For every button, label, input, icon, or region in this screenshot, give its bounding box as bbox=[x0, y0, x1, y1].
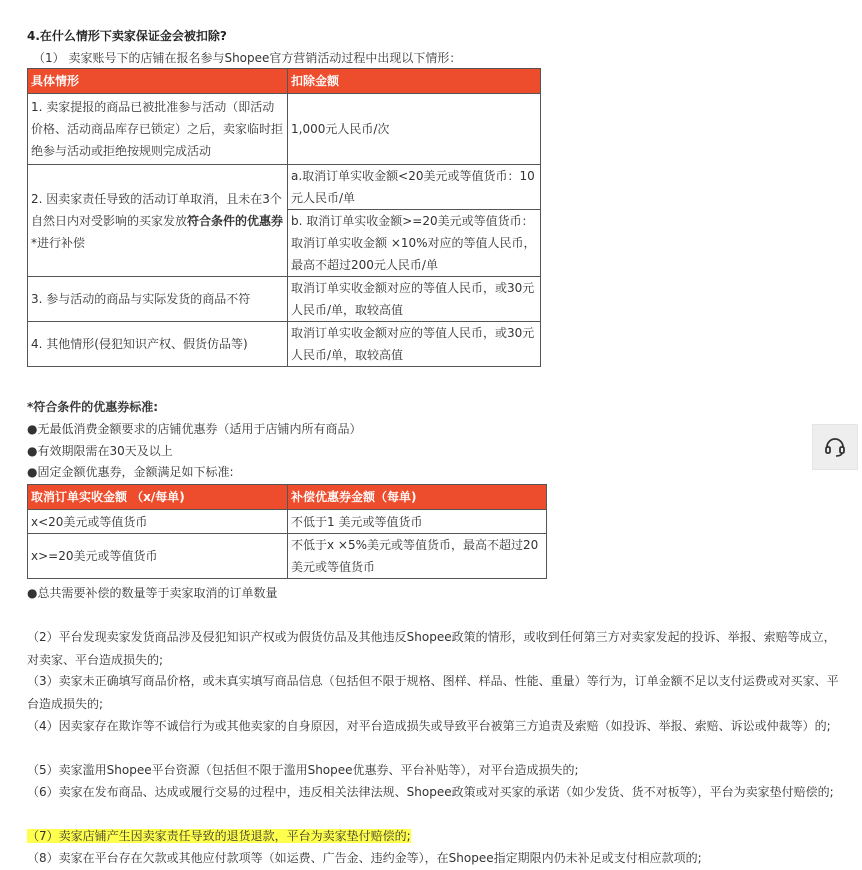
cell-text: 2. 因卖家责任导致的活动订单取消，且未在3个自然日内对受影响的买家发放 bbox=[31, 191, 282, 228]
table-header-cell: 取消订单实收金额 （x/每单) bbox=[28, 485, 288, 510]
highlighted-text: （7）卖家店铺产生因卖家责任导致的退货退款，平台为卖家垫付赔偿的; bbox=[27, 829, 411, 843]
table-cell bbox=[28, 165, 288, 277]
coupon-bullet: ●有效期限需在30天及以上 bbox=[27, 444, 173, 458]
table-header-cell: 扣除金额 bbox=[288, 69, 541, 94]
table-cell: 1,000元人民币/次 bbox=[288, 94, 541, 165]
coupon-table bbox=[27, 484, 547, 579]
table-cell: 取消订单实收金额对应的等值人民币，或30元人民币/单，取较高值 bbox=[288, 322, 541, 367]
clause-6: （6）卖家在发布商品、达成或履行交易的过程中，违反相关法律法规、Shopee政策或对买家的承诺（如少发货、货不对板等），平台为卖家垫付赔偿的; bbox=[27, 785, 834, 799]
table-cell: 取消订单实收金额对应的等值人民币，或30元人民币/单，取较高值 bbox=[288, 277, 541, 322]
table-cell: b. 取消订单实收金额>=20美元或等值货币：取消订单实收金额 ×10%对应的等值人民币，最高不超过200元人民币/单 bbox=[288, 210, 541, 277]
table-row bbox=[28, 322, 541, 367]
table-row bbox=[28, 165, 541, 210]
table-cell: 3. 参与活动的商品与实际发货的商品不符 bbox=[28, 277, 288, 322]
table-header-cell: 补偿优惠券金额（每单) bbox=[288, 485, 547, 510]
clause-3: （3）卖家未正确填写商品价格，或未真实填写商品信息（包括但不限于规格、图样、样品、性能、重量）等行为，订单金额不足以支付运费或对买家、平台造成损失的; bbox=[27, 674, 839, 711]
table-cell: 1. 卖家提报的商品已被批准参与活动（即活动价格、活动商品库存已锁定）之后，卖家临时拒绝参与活动或拒绝按规则完成活动 bbox=[28, 94, 288, 165]
table-row bbox=[28, 510, 547, 534]
cell-text: *进行补偿 bbox=[31, 235, 86, 250]
headset-icon bbox=[823, 435, 847, 459]
clause-4: （4）因卖家存在欺诈等不诚信行为或其他卖家的自身原因，对平台造成损失或导致平台被第三方追责及索赔（如投诉、举报、索赔、诉讼或仲裁等）的; bbox=[27, 719, 831, 733]
coupon-note: ●总共需要补偿的数量等于卖家取消的订单数量 bbox=[27, 586, 278, 600]
table-row bbox=[28, 94, 541, 165]
table-cell: 4. 其他情形(侵犯知识产权、假货仿品等) bbox=[28, 322, 288, 367]
table-header-row bbox=[28, 485, 547, 510]
coupon-bullet: ●无最低消费金额要求的店铺优惠券（适用于店铺内所有商品） bbox=[27, 422, 362, 436]
table-cell: 不低于1 美元或等值货币 bbox=[288, 510, 547, 534]
section-intro: （1） 卖家账号下的店铺在报名参与Shopee官方营销活动过程中出现以下情形： bbox=[33, 51, 462, 65]
table-row bbox=[28, 277, 541, 322]
clause-2: （2）平台发现卖家发货商品涉及侵犯知识产权或为假货仿品及其他违反Shopee政策的情形，或收到任何第三方对卖家发起的投诉、举报、索赔等成立，对卖家、平台造成损失的; bbox=[27, 630, 836, 667]
coupon-bullet: ●固定金额优惠券，金额满足如下标准: bbox=[27, 465, 234, 479]
table-header-row bbox=[28, 69, 541, 94]
deduction-table bbox=[27, 68, 541, 367]
table-cell: 不低于x ×5%美元或等值货币，最高不超过20美元或等值货币 bbox=[288, 534, 547, 579]
clause-5: （5）卖家滥用Shopee平台资源（包括但不限于滥用Shopee优惠券、平台补贴等），对平台造成损失的; bbox=[27, 763, 579, 777]
cell-bold-text: 符合条件的优惠券 bbox=[187, 213, 284, 228]
table-cell: x<20美元或等值货币 bbox=[28, 510, 288, 534]
table-cell: a.取消订单实收金额<20美元或等值货币：10元人民币/单 bbox=[288, 165, 541, 210]
section-title: 4.在什么情形下卖家保证金会被扣除? bbox=[27, 29, 227, 43]
table-row bbox=[28, 534, 547, 579]
clause-7 bbox=[27, 825, 847, 848]
clause-8: （8）卖家在平台存在欠款或其他应付款项等（如运费、广告金、违约金等），在Shopee指定期限内仍未补足或支付相应款项的; bbox=[27, 851, 702, 865]
table-header-cell: 具体情形 bbox=[28, 69, 288, 94]
table-cell: x>=20美元或等值货币 bbox=[28, 534, 288, 579]
coupon-title: *符合条件的优惠券标准: bbox=[27, 400, 159, 414]
customer-service-button[interactable] bbox=[812, 424, 858, 470]
